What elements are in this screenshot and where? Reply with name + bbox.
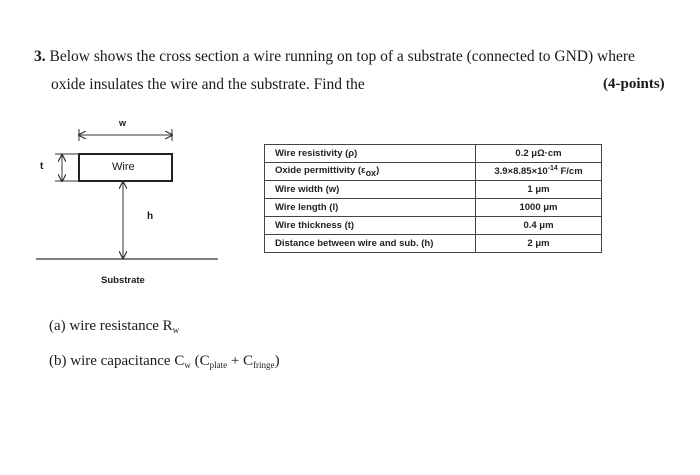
height-label: h [147, 211, 154, 222]
param-value: 0.4 μm [476, 217, 602, 235]
thickness-label: t [40, 161, 44, 172]
table-row [265, 199, 602, 217]
table-row [265, 217, 602, 235]
question-number: 3. [34, 48, 46, 65]
question-text-1: Below shows the cross section a wire running on top of a substrate (connected to GND) where [49, 48, 635, 65]
param-value: 1000 μm [476, 199, 602, 217]
table-row [265, 235, 602, 253]
param-name: Wire width (w) [265, 181, 476, 199]
width-label: w [119, 118, 127, 128]
param-value: 2 μm [476, 235, 602, 253]
param-name: Wire thickness (t) [265, 217, 476, 235]
param-value: 1 μm [476, 181, 602, 199]
param-name: Wire resistivity (ρ) [265, 145, 476, 163]
part-b: (b) wire capacitance $C_w$ $(C_{plate} + C_{fringe})$ [49, 353, 280, 370]
parameters-table [264, 144, 602, 253]
part-a: (a) wire resistance $R_w$ [49, 318, 180, 335]
param-name: Oxide permittivity $(\varepsilon_{ox})$ [265, 163, 476, 181]
param-value: $3.9\times 8.85\times 10^{-14}$ F/cm [476, 163, 602, 181]
table-row [265, 145, 602, 163]
param-value: 0.2 μΩ·cm [476, 145, 602, 163]
wire-label: Wire [112, 161, 135, 173]
substrate-label: Substrate [101, 275, 145, 286]
param-name: Wire length (l) [265, 199, 476, 217]
table-row [265, 163, 602, 181]
param-name: Distance between wire and sub. (h) [265, 235, 476, 253]
question-line-2: oxide insulates the wire and the substrate. Find the [51, 76, 365, 93]
points-label: (4-points) [603, 76, 665, 92]
table-row [265, 181, 602, 199]
